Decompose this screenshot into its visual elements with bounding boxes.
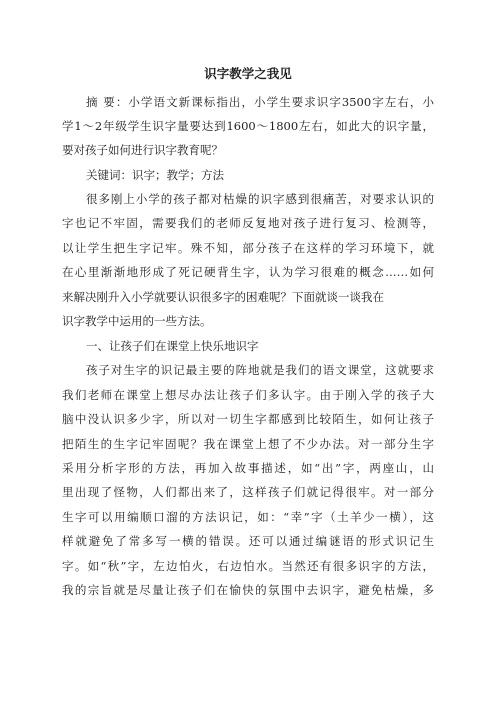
paragraph-line: 里出现了怪物，人们都出来了，这样孩子们就记得很牢。对一部分: [62, 485, 434, 499]
abstract-line: 学1～2年级学生识字量要达到1600～1800左右，如此大的识字量，: [62, 119, 434, 133]
paragraph-line: 识字教学中运用的一些方法。: [62, 314, 212, 328]
paragraph-line: 在心里渐渐地形成了死记硬背生字，认为学习很难的概念……如何: [62, 265, 434, 279]
paragraph-line: 样就避免了常多写一横的错误。还可以通过编谜语的形式识记生: [62, 534, 434, 548]
abstract-line: 摘 要：小学语文新课标指出，小学生要求识字3500字左右，小: [86, 95, 434, 109]
paragraph-line: 以让学生把生字记牢。殊不知，部分孩子在这样的学习环境下，就: [62, 241, 434, 255]
paragraph-line: 我们老师在课堂上想尽办法让孩子们多认字。由于刚入学的孩子大: [62, 388, 434, 402]
paragraph-line: 字也记不牢固，需要我们的老师反复地对孩子进行复习、检测等，: [62, 216, 434, 230]
paragraph-line: 脑中没认识多少字，所以对一切生字都感到比较陌生，如何让孩子: [62, 412, 434, 426]
paragraph-line: 采用分析字形的方法，再加入故事描述，如“出”字，两座山，山: [62, 461, 434, 475]
paragraph-line: 我的宗旨就是尽量让孩子们在愉快的氛围中去识字，避免枯燥，多: [62, 583, 434, 597]
paragraph-line: 孩子对生字的识记最主要的阵地就是我们的语文课堂，这就要求: [86, 363, 434, 377]
paragraph-line: 来解决刚升入小学就要认识很多字的困难呢？下面就谈一谈我在: [62, 290, 384, 304]
section-heading: 一、让孩子们在课堂上快乐地识字: [86, 339, 259, 353]
paragraph-line: 很多刚上小学的孩子都对枯燥的识字感到很痛苦，对要求认识的: [86, 192, 434, 206]
document-title: 识字教学之我见: [204, 66, 292, 81]
paragraph-line: 把陌生的生字记牢固呢？我在课堂上想了不少办法。对一部分生字: [62, 437, 434, 451]
paragraph-line: 字。如“秋”字，左边怕火，右边怕水。当然还有很多识字的方法，: [62, 559, 434, 573]
paragraph-line: 生字可以用编顺口溜的方法识记，如：“幸”字（土羊少一横），这: [62, 510, 434, 524]
abstract-line: 要对孩子如何进行识字教育呢？: [62, 143, 223, 157]
keywords-line: 关键词：识字；教学；方法: [86, 168, 224, 182]
